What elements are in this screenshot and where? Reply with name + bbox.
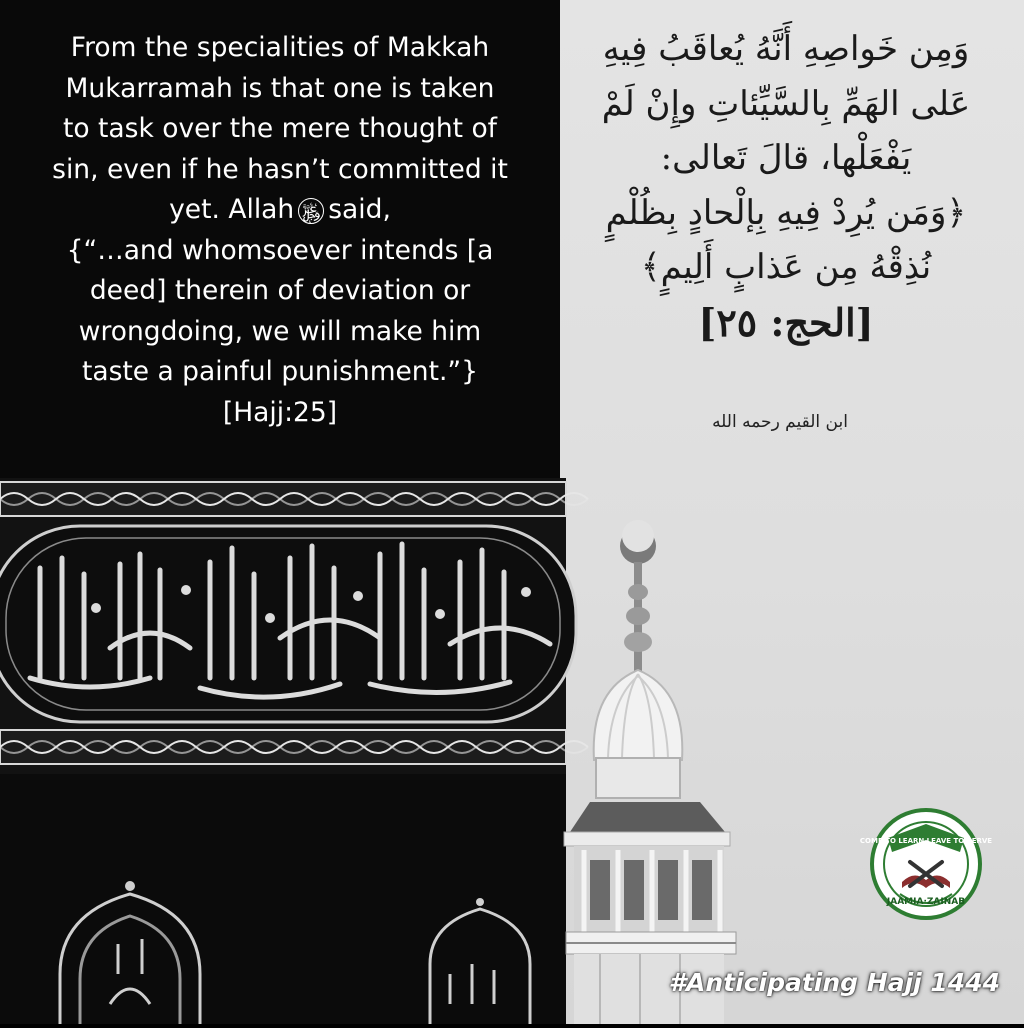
arabic-verse-line-2: نُذِقْهُ مِن عَذابٍ أَلِيمٍ﴾ xyxy=(640,247,932,287)
english-quote-line-1: {“…and whomsoever intends [a xyxy=(66,234,494,266)
arabic-line-1: وَمِن خَواصِهِ أَنَّهُ يُعاقَبُ فِيهِ xyxy=(602,29,970,69)
english-line-1: From the specialities of Makkah xyxy=(70,32,490,63)
minaret-icon xyxy=(560,520,770,1024)
arabic-line-2: عَلى الهَمِّ بِالسَّيِّئاتِ وإِنْ لَمْ xyxy=(601,83,971,124)
kiswah-ornament-icon xyxy=(0,774,566,1024)
arabic-attribution: ابن القيم رحمه الله xyxy=(712,412,848,432)
arabic-quote-block xyxy=(566,22,1006,351)
kiswah-calligraphy-band xyxy=(0,478,566,774)
jaamia-zainab-logo xyxy=(859,808,993,920)
english-quote-line-2: deed] therein of deviation or xyxy=(89,275,471,306)
english-quote-line-4: taste a painful punishment.”} xyxy=(81,356,479,387)
english-line-5-start: yet. Allah xyxy=(169,194,295,225)
arabic-verse-line-1: ﴿وَمَن يُرِدْ فِيهِ بِإلْحادٍ بِظُلْمٍ xyxy=(605,192,967,233)
english-line-4: sin, even if he hasn’t committed it xyxy=(52,153,508,185)
arabic-reference: [الحج: ٢٥] xyxy=(698,299,874,345)
kiswah-embroidery-icon xyxy=(0,478,566,774)
english-quote-block xyxy=(40,28,520,433)
english-line-2: Mukarramah is that one is taken xyxy=(65,72,495,104)
english-quote-line-3: wrongdoing, we will make him xyxy=(78,315,482,347)
english-line-5 xyxy=(40,190,520,231)
english-reference: [Hajj:25] xyxy=(222,396,338,428)
kiswah-lower-ornament xyxy=(0,774,566,1024)
english-line-3: to task over the mere thought of xyxy=(63,113,497,144)
english-line-5-end: said, xyxy=(328,194,391,225)
jalla-jalaluhu-icon: ﷿ xyxy=(298,198,324,224)
hashtag-caption: #Anticipating Hajj 1444 xyxy=(668,968,1000,997)
arabic-line-3: يَفْعَلْها، قالَ تَعالى: xyxy=(660,138,912,178)
logo-motto: COME TO LEARN LEAVE TO SERVE xyxy=(859,837,993,845)
logo-name: JAAMIA·ZAINAB xyxy=(886,897,966,907)
